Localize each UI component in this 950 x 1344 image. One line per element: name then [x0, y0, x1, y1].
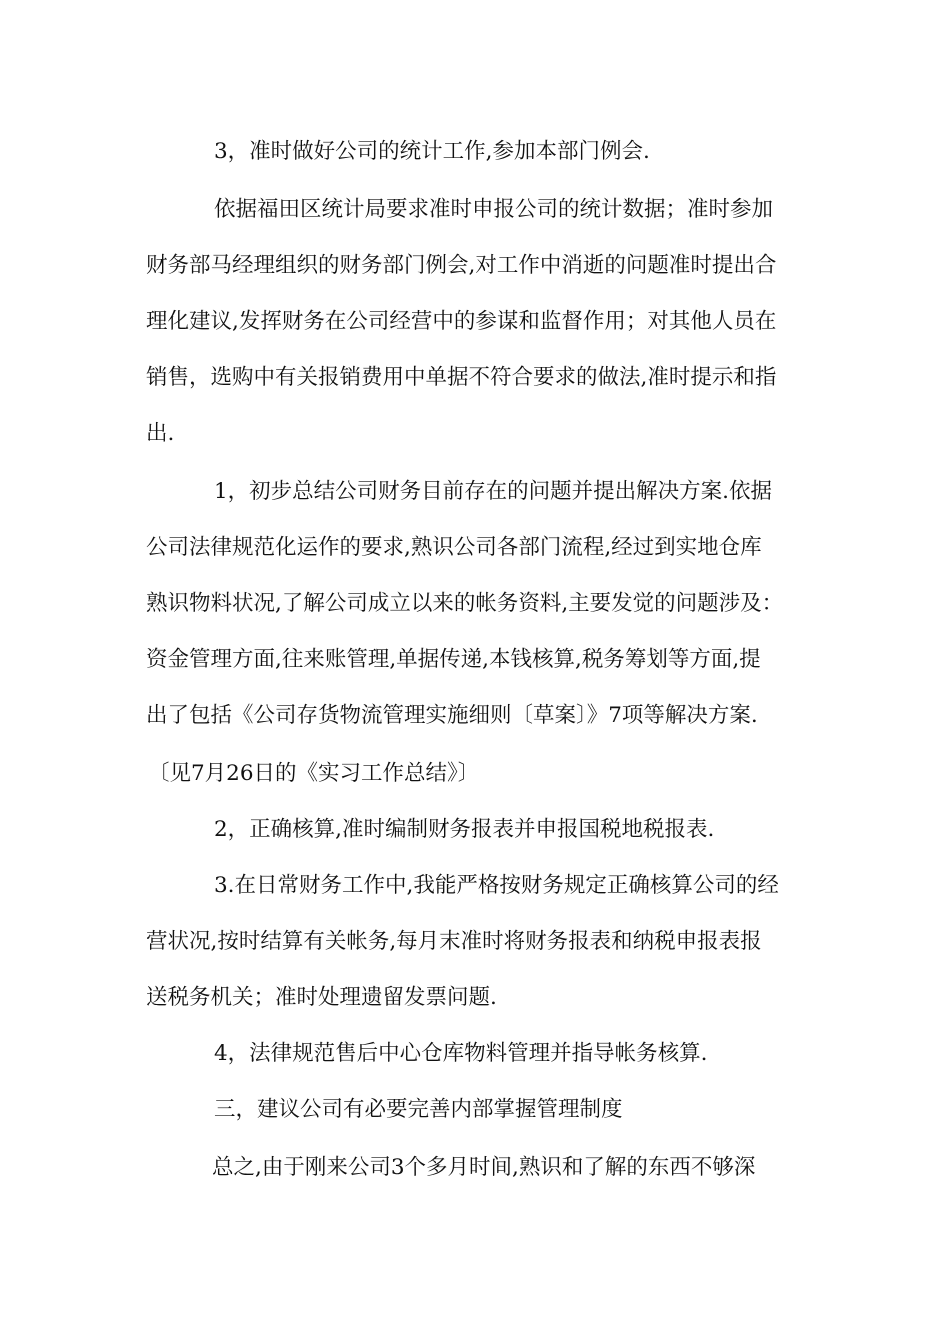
text-line: [0, 584, 950, 624]
text-line: [0, 132, 950, 172]
text-line: [0, 302, 950, 342]
paragraph-text: 依据福田区统计局要求准时申报公司的统计数据；准时参加: [214, 197, 774, 222]
paragraph-text: 4，法律规范售后中心仓库物料管理并指导帐务核算.: [214, 1041, 708, 1066]
text-line: [0, 866, 950, 906]
text-line: [0, 528, 950, 568]
text-line: [0, 640, 950, 680]
section-heading: 三，建议公司有必要完善内部掌握管理制度: [214, 1097, 623, 1122]
paragraph-text: 出.: [146, 421, 175, 446]
paragraph-text: 3.在日常财务工作中,我能严格按财务规定正确核算公司的经: [214, 873, 779, 898]
text-line: [0, 1148, 950, 1188]
text-line: [0, 472, 950, 512]
paragraph-text: 2，正确核算,准时编制财务报表并申报国税地税报表.: [214, 817, 715, 842]
text-line: [0, 1090, 950, 1130]
paragraph-text: 财务部马经理组织的财务部门例会,对工作中消逝的问题准时提出合: [146, 253, 777, 278]
paragraph-text: 出了包括《公司存货物流管理实施细则〔草案〕》7项等解决方案.: [146, 703, 758, 728]
text-line: [0, 978, 950, 1018]
text-line: [0, 414, 950, 454]
paragraph-text: 理化建议,发挥财务在公司经营中的参谋和监督作用；对其他人员在: [146, 309, 777, 334]
text-line: [0, 696, 950, 736]
paragraph-text: 送税务机关；准时处理遗留发票问题.: [146, 985, 497, 1010]
text-line: [0, 190, 950, 230]
paragraph-heading: 3，准时做好公司的统计工作,参加本部门例会.: [214, 139, 650, 164]
paragraph-text: 销售，选购中有关报销费用中单据不符合要求的做法,准时提示和指: [146, 365, 777, 390]
text-line: [0, 1034, 950, 1074]
paragraph-text: 熟识物料状况,了解公司成立以来的帐务资料,主要发觉的问题涉及：: [146, 591, 784, 616]
paragraph-text: 公司法律规范化运作的要求,熟识公司各部门流程,经过到实地仓库: [146, 535, 762, 560]
paragraph-text: 营状况,按时结算有关帐务,每月末准时将财务报表和纳税申报表报: [146, 929, 762, 954]
paragraph-text: 资金管理方面,往来账管理,单据传递,本钱核算,税务筹划等方面,提: [146, 647, 761, 672]
text-line: [0, 246, 950, 286]
paragraph-text: 总之,由于刚来公司3个多月时间,熟识和了解的东西不够深: [212, 1155, 756, 1180]
text-line: [0, 810, 950, 850]
text-line: [0, 754, 950, 794]
paragraph-text: 1，初步总结公司财务目前存在的问题并提出解决方案.依据: [214, 479, 773, 504]
text-line: [0, 922, 950, 962]
text-line: [0, 358, 950, 398]
paragraph-text: 〔见7月26日的《实习工作总结》〕: [148, 761, 480, 786]
